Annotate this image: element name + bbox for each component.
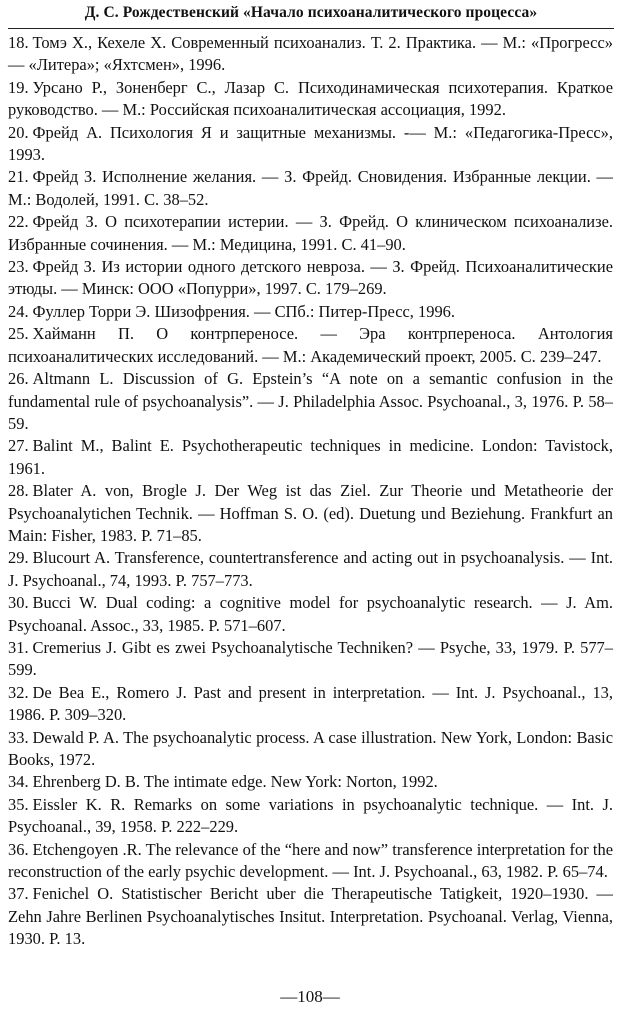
reference-number: 35. <box>8 794 29 814</box>
reference-text: Etchengoyen .R. The relevance of the “here and now” transference interpretation for the reconstruction of the early psychic development. — Int. J. Psychoanal., 63, 1982. P. 65–74. <box>8 839 613 882</box>
reference-number: 20. <box>8 122 29 142</box>
reference-item <box>8 166 613 211</box>
reference-item <box>8 592 613 637</box>
reference-text: Фуллер Торри Э. Шизофрения. — СПб.: Питер-Пресс, 1996. <box>32 301 455 321</box>
reference-number: 22. <box>8 212 29 232</box>
reference-text: Altmann L. Discussion of G. Epstein’s “A note on a semantic confusion in the fundamental rule of psychoanalysis”. — J. Philadelphia Assoc. Psychoanal., 3, 1976. P. 58–59. <box>8 369 613 433</box>
reference-number: 27. <box>8 436 29 456</box>
reference-item <box>8 682 613 727</box>
reference-text: Хайманн П. О контрпереносе. — Эра контрпереноса. Антология психоаналитических исследований. — М.: Академический проект, 2005. С. 239–247. <box>8 324 613 366</box>
reference-text: Blucourt A. Transference, countertransference and acting out in psychoanalysis. — Int. J. Psychoanal., 74, 1993. P. 757–773. <box>8 548 613 590</box>
reference-text: Balint M., Balint E. Psychotherapeutic techniques in medicine. London: Tavistock, 1961. <box>8 436 613 478</box>
reference-number: 24. <box>8 301 29 321</box>
reference-item <box>8 256 613 301</box>
reference-item <box>8 77 613 122</box>
reference-item <box>8 883 613 950</box>
reference-list <box>8 32 613 951</box>
reference-number: 29. <box>8 548 29 568</box>
reference-item <box>8 637 613 682</box>
reference-item <box>8 301 613 323</box>
reference-text: Томэ Х., Кехеле Х. Современный психоанализ. Т. 2. Практика. — М.: «Прогресс» — «Литера»; «Яхтсмен», 1996. <box>8 33 613 75</box>
header-rule <box>8 28 614 29</box>
reference-number: 23. <box>8 257 29 277</box>
reference-item <box>8 839 613 884</box>
reference-text: Урсано Р., Зоненберг С., Лазар С. Психодинамическая психотерапия. Краткое руководство. — М.: Российская психоаналитическая ассоциация, 1992. <box>8 77 613 120</box>
reference-number: 37. <box>8 884 29 904</box>
reference-item <box>8 771 613 793</box>
reference-number: 18. <box>8 33 29 52</box>
reference-number: 26. <box>8 369 29 389</box>
reference-item <box>8 435 613 480</box>
reference-item <box>8 480 613 547</box>
reference-text: Фрейд А. Психология Я и защитные механизмы. -— М.: «Педагогика-Пресс», 1993. <box>8 122 613 165</box>
reference-number: 21. <box>8 167 29 187</box>
reference-number: 32. <box>8 682 29 702</box>
reference-item <box>8 727 613 772</box>
reference-number: 33. <box>8 727 29 747</box>
reference-text: Eissler K. R. Remarks on some variations in psychoanalytic technique. — Int. J. Psychoanal., 39, 1958. P. 222–229. <box>8 794 613 837</box>
reference-item <box>8 547 613 592</box>
reference-item <box>8 794 613 839</box>
reference-item <box>8 32 613 77</box>
reference-number: 30. <box>8 593 29 613</box>
reference-item <box>8 122 613 167</box>
reference-text: Фрейд З. О психотерапии истерии. — З. Фрейд. О клиническом психоанализе. Избранные сочинения. — М.: Медицина, 1991. С. 41–90. <box>8 212 613 254</box>
reference-number: 34. <box>8 772 29 792</box>
reference-item <box>8 211 613 256</box>
reference-number: 25. <box>8 324 29 344</box>
reference-text: Fenichel O. Statistischer Bericht uber die Therapeutische Tatigkeit, 1920–1930. — Zehn Jahre Berlinen Psychoanalytisches Insitut. Interpretation. Psychoanal. Verlag, Vienna, 1930. P. 13. <box>8 884 613 949</box>
reference-number: 36. <box>8 839 29 859</box>
reference-item <box>8 368 613 435</box>
reference-number: 19. <box>8 77 29 97</box>
reference-text: De Bea E., Romero J. Past and present in interpretation. — Int. J. Psychoanal., 13, 1986. P. 309–320. <box>8 682 613 725</box>
reference-text: Фрейд З. Из истории одного детского невроза. — З. Фрейд. Психоаналитические этюды. — Минск: ООО «Попурри», 1997. С. 179–269. <box>8 257 613 299</box>
running-head: Д. С. Рождественский «Начало психоаналитического процесса» <box>84 4 538 21</box>
page-number: —108— <box>280 987 340 1006</box>
reference-text: Ehrenberg D. B. The intimate edge. New York: Norton, 1992. <box>32 772 438 792</box>
reference-number: 28. <box>8 481 29 501</box>
reference-text: Blater A. von, Brogle J. Der Weg ist das Ziel. Zur Theorie und Metatheorie der Psychoanalytichen Technik. — Hoffman S. O. (ed). Duetung und Beziehung. Frankfurt an Main: Fisher, 1983. P. 71–85. <box>8 481 613 545</box>
reference-item <box>8 323 613 368</box>
reference-text: Cremerius J. Gibt es zwei Psychoanalytische Techniken? — Psyche, 33, 1979. P. 577–599. <box>8 637 613 680</box>
reference-text: Dewald P. A. The psychoanalytic process. A case illustration. New York, London: Basic Books, 1972. <box>8 727 613 769</box>
reference-number: 31. <box>8 637 29 657</box>
reference-text: Фрейд З. Исполнение желания. — З. Фрейд. Сновидения. Избранные лекции. — М.: Водолей, 1991. С. 38–52. <box>8 167 613 209</box>
reference-text: Bucci W. Dual coding: a cognitive model for psychoanalytic research. — J. Am. Psychoanal. Assoc., 33, 1985. P. 571–607. <box>8 593 613 635</box>
